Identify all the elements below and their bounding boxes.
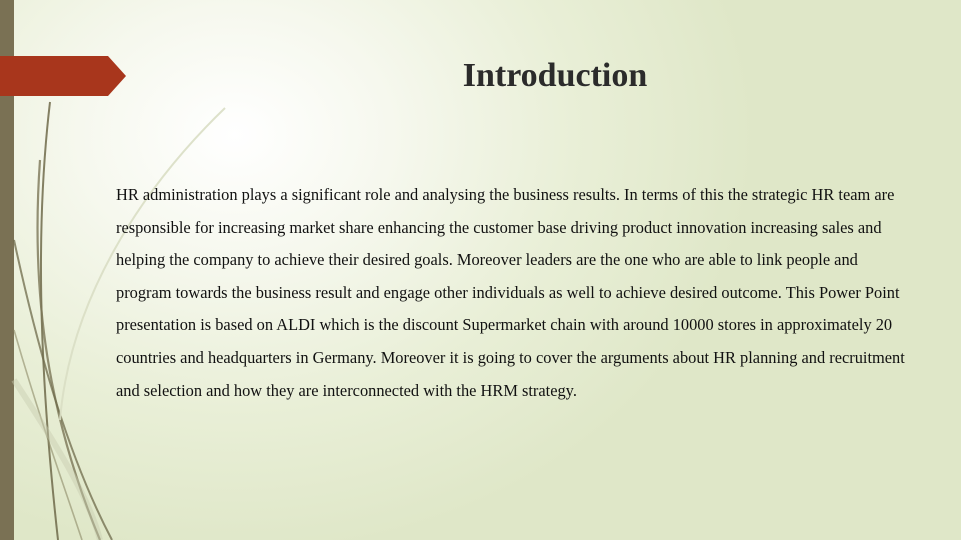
slide-title: Introduction: [462, 57, 648, 94]
arrow-tab-icon: [0, 56, 126, 96]
slide-body-text: HR administration plays a significant role and analysing the business results. In terms of this the strategic HR team are responsible for increasing market share enhancing the customer base driving product innovation increasing sales and helping the company to achieve their desired goals. Moreover leaders are the one who are able to link people and program towards the business result and engage other individuals as well to achieve desired outcome. This Power Point presentation is based on ALDI which is the discount Supermarket chain with around 10000 stores in approximately 20 countries and headquarters in Germany. Moreover it is going to cover the arguments about HR planning and recruitment and selection and how they are interconnected with the HRM strategy.: [116, 185, 905, 400]
